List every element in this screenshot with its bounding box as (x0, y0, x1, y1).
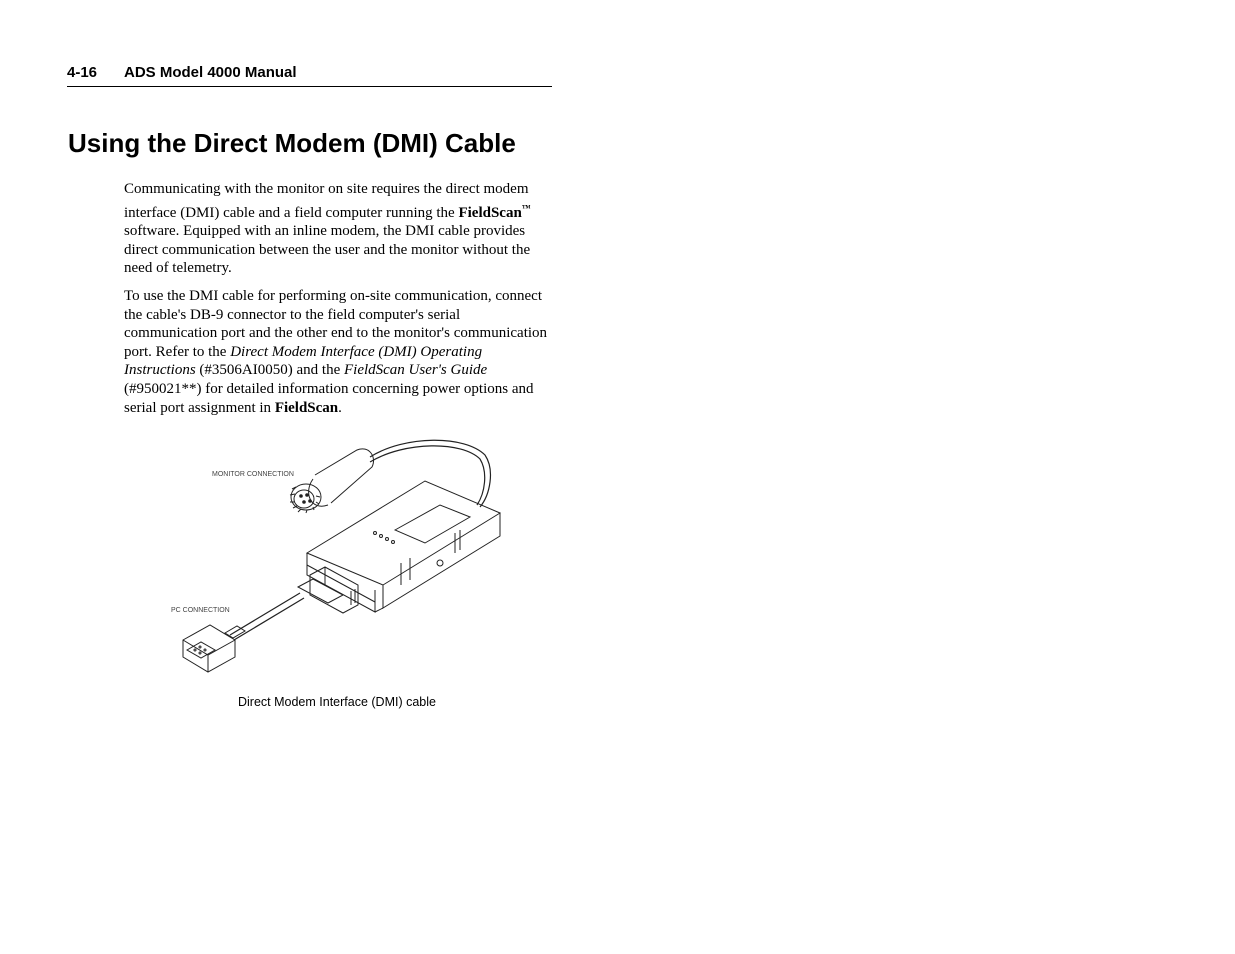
fieldscan-bold-2: FieldScan (274, 399, 339, 416)
monitor-connector (290, 449, 374, 513)
fieldscan-bold: FieldScan (458, 204, 522, 221)
inline-modem (307, 481, 500, 612)
paragraph-1 (124, 180, 554, 278)
section-title: Using the Direct Modem (DMI) Cable (68, 128, 516, 158)
para1-text-1: Communicating with the monitor on site requires the direct modem interface (DMI) cable and a field computer running the (124, 181, 529, 221)
fieldscan-guide-title: FieldScan User's Guide (343, 362, 488, 379)
pc-connection-label: PC CONNECTION (171, 607, 230, 614)
para2-text-4: . (338, 399, 342, 416)
trademark-symbol: ™ (521, 202, 531, 213)
monitor-connection-label: MONITOR CONNECTION (212, 471, 294, 478)
para2-text-3: (#950021**) for detailed information concerning power options and serial port assignment in (124, 380, 534, 416)
body-text (124, 180, 554, 426)
para2-text-1: To use the DMI cable for performing on-site communication, connect the cable's DB-9 connector to the field computer's serial communication port and the other end to the monitor's communication port. Refer to the (124, 287, 548, 360)
dmi-instructions-title: Direct Modem Interface (DMI) Operating Instructions (124, 343, 483, 379)
dmi-cable-illustration (165, 435, 510, 675)
monitor-cable (370, 440, 490, 507)
para1-text-2: software. Equipped with an inline modem, the DMI cable provides direct communication between the user and the monitor without the need of telemetry. (124, 223, 531, 277)
paragraph-2 (124, 287, 554, 417)
manual-title: ADS Model 4000 Manual (124, 64, 297, 81)
page-number: 4-16 (67, 64, 98, 81)
figure-caption: Direct Modem Interface (DMI) cable (238, 695, 436, 709)
para2-text-2: (#3506AI0050) and the (195, 362, 344, 379)
page-header (67, 64, 552, 87)
